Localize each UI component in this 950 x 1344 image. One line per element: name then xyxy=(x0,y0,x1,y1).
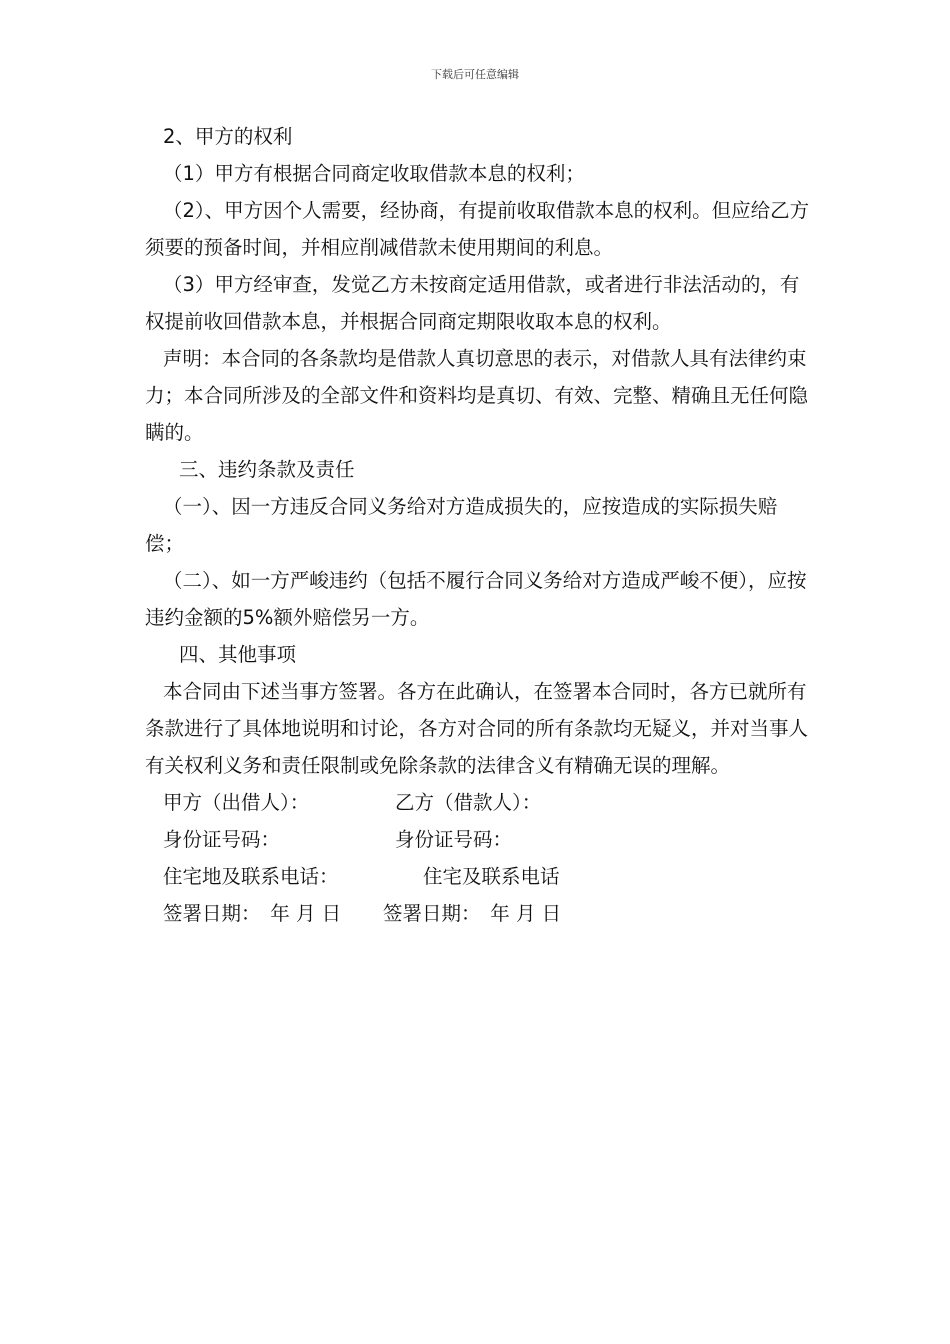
signature-row-parties xyxy=(145,784,810,821)
paragraph-breach-1: （一）、因一方违反合同义务给对方造成损失的，应按造成的实际损失赔偿； xyxy=(145,495,778,555)
document-body xyxy=(145,118,810,932)
signature-row-id xyxy=(145,821,810,858)
section-heading-other: 四、其他事项 xyxy=(179,643,297,666)
signature-party-b-label: 乙方（借款人）： xyxy=(395,791,542,814)
signature-address-b-label: 住宅及联系电话 xyxy=(423,865,560,888)
page-header-note: 下载后可任意编辑 xyxy=(431,68,519,81)
paragraph-other-1: 本合同由下述当事方签署。各方在此确认，在签署本合同时，各方已就所有条款进行了具体地说明和讨论，各方对合同的所有条款均无疑义，并对当事人有关权利义务和责任限制或免除条款的法律含义有精确无误的理解。 xyxy=(145,680,809,777)
paragraph-right-1: （1）甲方有根据合同商定收取借款本息的权利； xyxy=(163,162,585,185)
paragraph-right-3: （3）甲方经审查，发觉乙方未按商定适用借款，或者进行非法活动的，有权提前收回借款本息，并根据合同商定期限收取本息的权利。 xyxy=(145,273,800,333)
paragraph-right-2: （2）、甲方因个人需要，经协商，有提前收取借款本息的权利。但应给乙方须要的预备时间，并相应削减借款未使用期间的利息。 xyxy=(145,199,810,259)
section-heading-rights: 2、甲方的权利 xyxy=(163,125,293,148)
signature-row-date xyxy=(145,895,810,932)
signature-row-address xyxy=(145,858,810,895)
section-heading-breach: 三、违约条款及责任 xyxy=(179,458,355,481)
signature-id-b-label: 身份证号码： xyxy=(395,828,513,851)
signature-party-a-label: 甲方（出借人）： xyxy=(163,791,310,814)
signature-date-b-label: 签署日期： 年 月 日 xyxy=(383,902,562,925)
signature-id-a-label: 身份证号码： xyxy=(163,828,281,851)
paragraph-breach-2: （二）、如一方严峻违约（包括不履行合同义务给对方造成严峻不便），应按违约金额的5%额外赔偿另一方。 xyxy=(145,569,807,629)
paragraph-statement: 声明：本合同的各条款均是借款人真切意思的表示，对借款人具有法律约束力；本合同所涉及的全部文件和资料均是真切、有效、完整、精确且无任何隐瞒的。 xyxy=(145,347,809,444)
signature-address-a-label: 住宅地及联系电话： xyxy=(163,865,339,888)
signature-date-a-label: 签署日期： 年 月 日 xyxy=(163,902,342,925)
